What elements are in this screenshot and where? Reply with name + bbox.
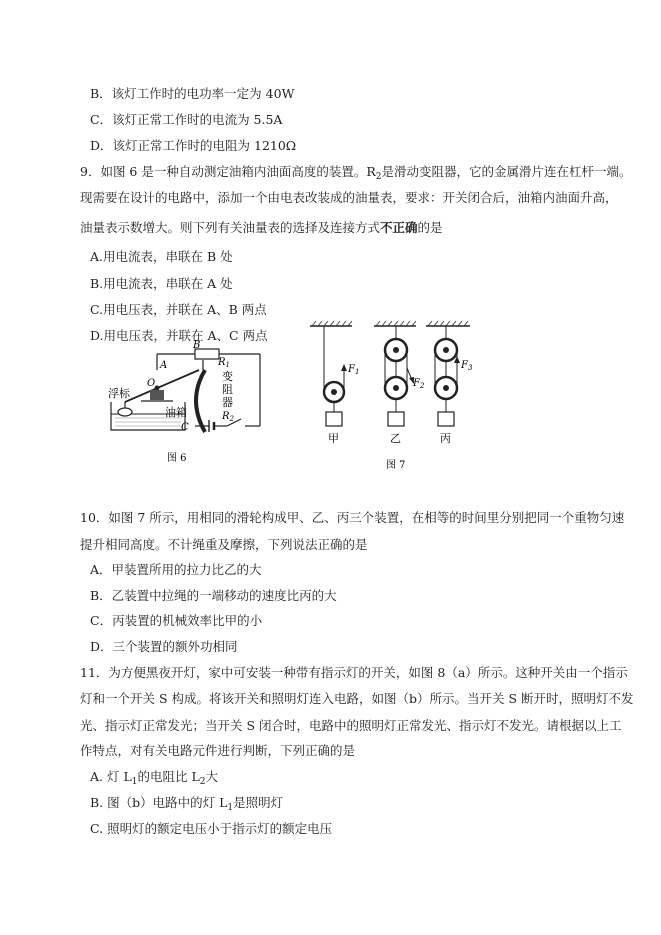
q11-stem-line2: 灯和一个开关 S 构成。将该开关和照明灯连入电路，如图（b）所示。当开关 S 断开时，照明灯不发: [80, 691, 634, 706]
q9-option-d: D.用电压表，并联在 A、C 两点: [90, 328, 268, 343]
q11-stem-line3: 光、指示灯正常发光；当开关 S 闭合时，电路中的照明灯正常发光、指示灯不发光。请根据以上工: [80, 718, 622, 733]
label-f2: $F_2$: [413, 378, 425, 390]
pivot-stand: [150, 390, 164, 400]
label-tank: 油箱: [165, 406, 187, 419]
label-yi: 乙: [390, 432, 401, 445]
label-bing: 丙: [440, 432, 451, 445]
q9-stem-line3: 油量表示数增大。则下列有关油量表的选择及连接方式不正确的是: [80, 220, 443, 235]
q9-option-a: A.用电流表，串联在 B 处: [90, 249, 233, 264]
weight-yi: [388, 412, 404, 426]
label-jia: 甲: [328, 432, 339, 445]
q10-option-b: B．乙装置中拉绳的一端移动的速度比丙的大: [90, 588, 337, 603]
q8-option-c: C．该灯正常工作时的电流为 5.5A: [90, 112, 283, 127]
weight-bing: [438, 412, 454, 426]
label-r1: $R_1$: [218, 357, 230, 369]
variable-resistor-arc: [196, 370, 205, 432]
label-float: 浮标: [108, 387, 130, 400]
q11-option-b: B. 图（b）电路中的灯 $L_1$是照明灯: [90, 795, 284, 813]
label-o: O: [147, 378, 156, 389]
label-c: C: [181, 422, 189, 433]
q11-stem-line1: 11．为方便黑夜开灯，家中可安装一种带有指示灯的开关，如图 8（a）所示。这种开关由一个指示: [80, 665, 628, 680]
label-r2: $R_2$: [222, 411, 234, 423]
pivot-o: [155, 386, 160, 391]
q11-option-a: A. 灯 $L_1$的电阻比 $L_2$大: [90, 769, 219, 787]
label-a: A: [160, 360, 168, 371]
label-var-2: 阻: [222, 383, 233, 396]
q10-option-c: C．丙装置的机械效率比甲的小: [90, 613, 263, 628]
ceiling-jia: [310, 321, 352, 326]
label-var-3: 器: [222, 396, 233, 409]
q8-option-b: B．该灯工作时的电功率一定为 40W: [90, 86, 295, 101]
q10-option-d: D．三个装置的额外功相同: [90, 639, 238, 654]
figure-7-pulley-systems: [300, 318, 480, 478]
label-f3: $F_3$: [461, 360, 473, 372]
figure-7-caption: 图 7: [386, 460, 406, 471]
q9-option-c: C.用电压表，并联在 A、B 两点: [90, 302, 267, 317]
label-var-1: 变: [222, 370, 233, 383]
q9-option-b: B.用电流表，串联在 A 处: [90, 276, 233, 291]
float: [118, 408, 132, 416]
q11-option-c: C. 照明灯的额定电压小于指示灯的额定电压: [90, 821, 333, 836]
q10-option-a: A．甲装置所用的拉力比乙的大: [90, 562, 262, 577]
ceiling-yi: [374, 321, 416, 326]
figure-6-oil-gauge-circuit: [105, 340, 275, 470]
q10-stem-line1: 10．如图 7 所示，用相同的滑轮构成甲、乙、丙三个装置，在相等的时间里分别把同一个重物匀速: [80, 510, 625, 525]
label-b: B: [193, 340, 201, 351]
label-f1: $F_1$: [348, 364, 360, 376]
weight-jia: [326, 412, 342, 426]
ceiling-bing: [426, 321, 470, 326]
q11-stem-line4: 作特点，对有关电路元件进行判断，下列正确的是: [80, 743, 356, 758]
figure-6-caption: 图 6: [167, 453, 187, 464]
q9-stem-line2: 现需要在设计的电路中，添加一个由电表改装成的油量表，要求：开关闭合后，油箱内油面升高，: [80, 190, 618, 205]
q9-stem-line1: 9．如图 6 是一种自动测定油箱内油面高度的装置。$R_2$是滑动变阻器，它的金属滑片连在杠杆一端。: [80, 164, 632, 182]
q8-option-d: D．该灯正常工作时的电阻为 1210Ω: [90, 138, 297, 153]
q10-stem-line2: 提升相同高度。不计绳重及摩擦，下列说法正确的是: [80, 537, 368, 552]
